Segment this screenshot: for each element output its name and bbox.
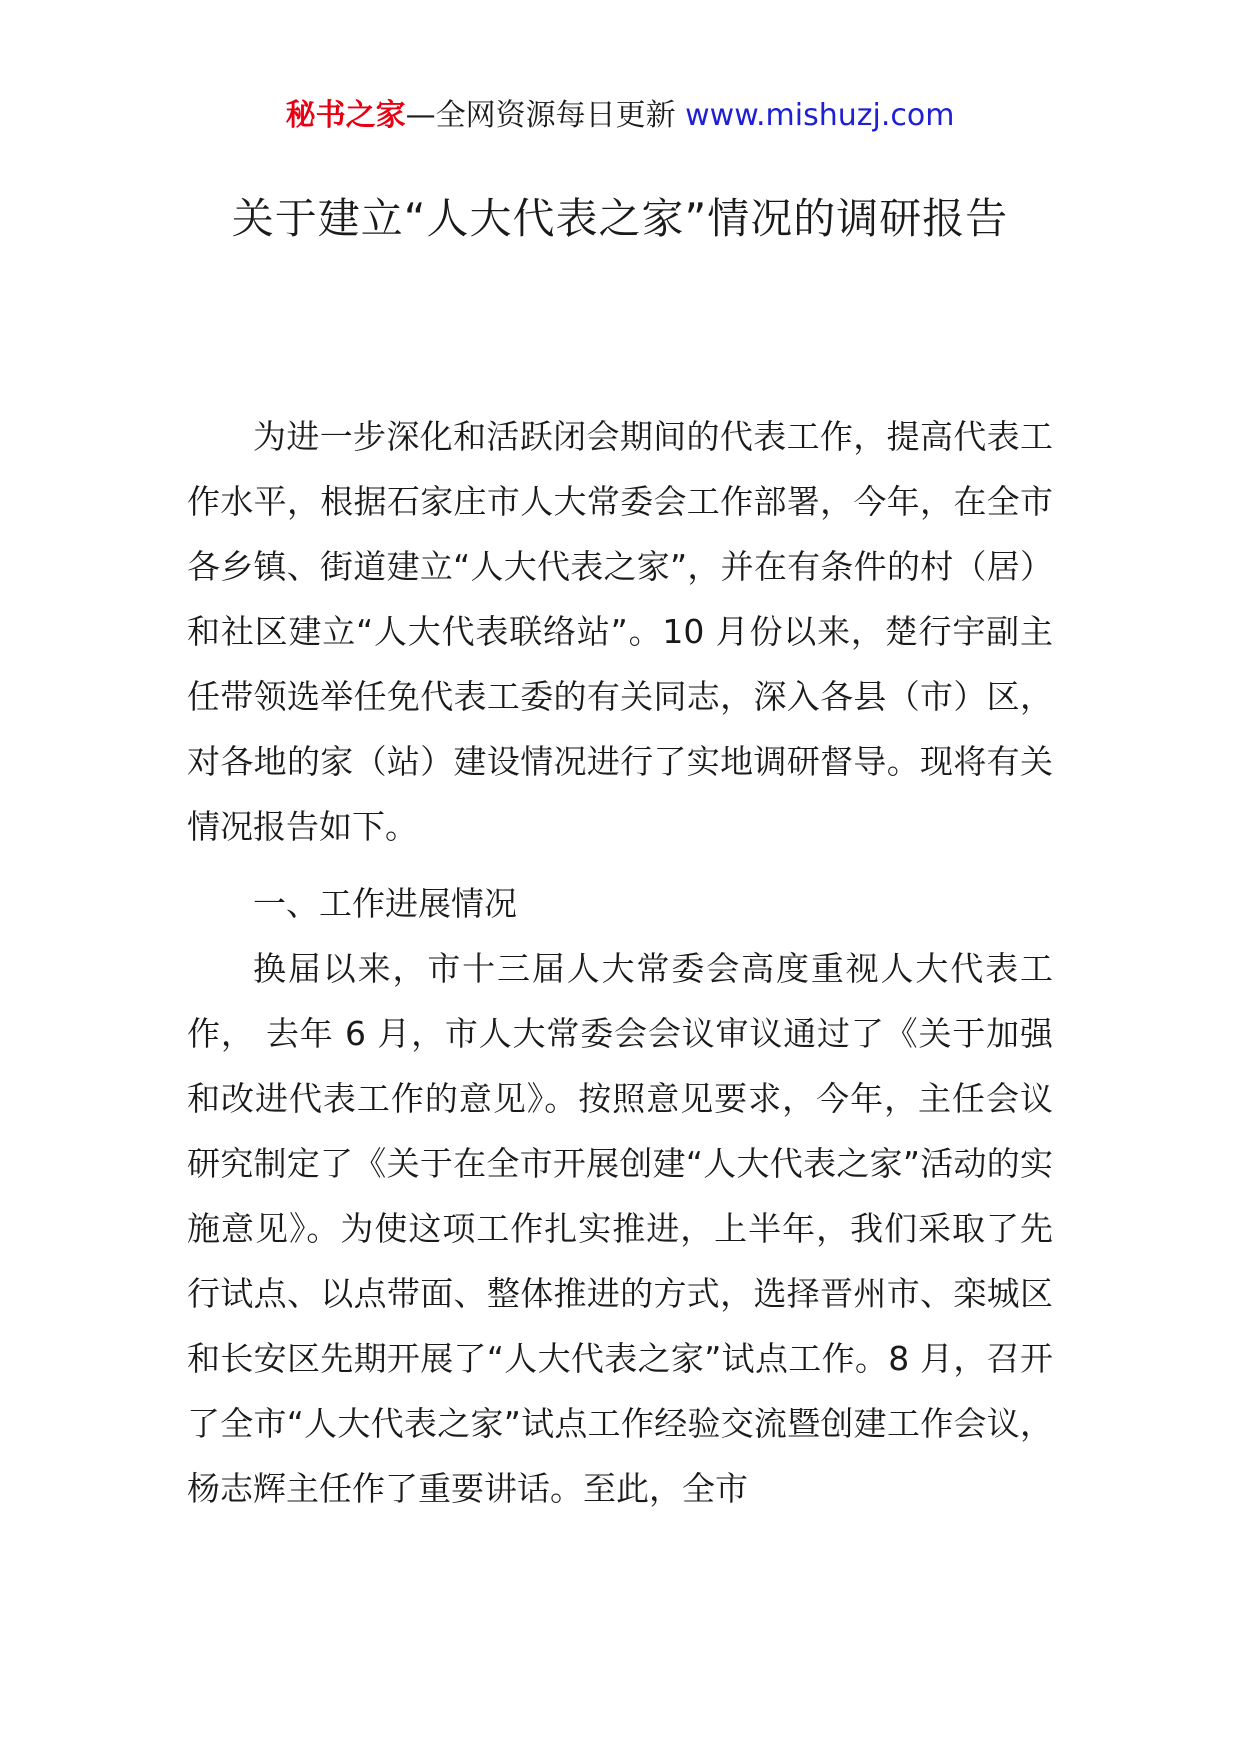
brand-name: 秘书之家 [285, 98, 406, 133]
site-url-link[interactable]: www.mishuzj.com [685, 98, 955, 133]
section-heading: 一、工作进展情况 [253, 884, 517, 923]
body-paragraph: 为进一步深化和活跃闭会期间的代表工作，提高代表工作水平，根据石家庄市人大常委会工作部署，今年，在全市各乡镇、街道建立“人大代表之家”，并在有条件的村（居）和社区建立“人大代表联络站”。10 月份以来，楚行宇副主任带领选举任免代表工委的有关同志，深入各县（市）区，对各地的家（站）建设情况进行了实地调研督导。现将有关情况报告如下。 [187, 417, 1053, 846]
header-tagline: —全网资源每日更新 [405, 98, 686, 133]
site-header [0, 96, 1240, 136]
document-title: 关于建立“人大代表之家”情况的调研报告 [231, 194, 1009, 243]
body-paragraph: 换届以来，市十三届人大常委会高度重视人大代表工作， 去年 6 月，市人大常委会会议审议通过了《关于加强和改进代表工作的意见》。按照意见要求，今年，主任会议研究制定了《关于在全市开展创建“人大代表之家”活动的实施意见》。为使这项工作扎实推进，上半年，我们采取了先行试点、以点带面、整体推进的方式，选择晋州市、栾城区和长安区先期开展了“人大代表之家”试点工作。8 月，召开了全市“人大代表之家”试点工作经验交流暨创建工作会议，杨志辉主任作了重要讲话。至此，全市 [187, 949, 1053, 1508]
